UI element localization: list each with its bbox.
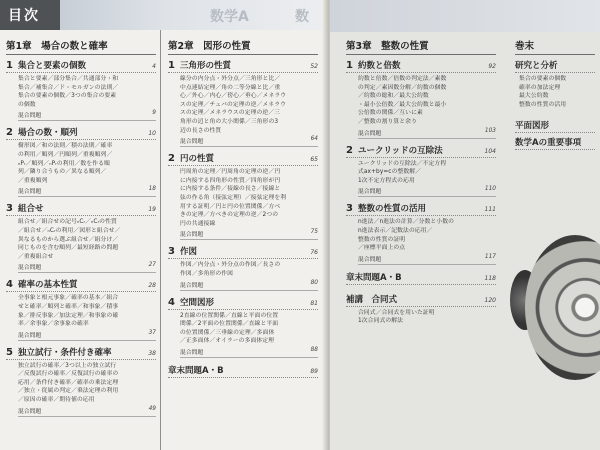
section-title: 集合と要素の個数 — [17, 61, 86, 71]
toc-title: 目次 — [0, 0, 60, 30]
mixed-problems[interactable]: 混合問題 18 — [18, 186, 156, 196]
appendix-item[interactable]: 平面図形 — [515, 119, 595, 133]
chapter-end-problems[interactable]: 章末問題A・B 89 — [168, 365, 318, 376]
right-header-band — [330, 0, 600, 32]
chapter3-column — [346, 38, 496, 326]
supplement-topics: 合同式／合同式を用いた証明 1次合同式の解法 — [358, 309, 435, 325]
mixed-problems[interactable]: 混合問題 80 — [180, 279, 318, 289]
appendix-title: 巻末 — [515, 38, 595, 55]
section-page: 4 — [152, 63, 156, 70]
supplement-congruence[interactable]: 補講 合同式 120 — [346, 294, 496, 305]
appendix-item[interactable]: 数学Aの重要事項 — [515, 136, 595, 150]
mixed-problems[interactable]: 混合問題 117 — [358, 253, 496, 263]
appendix-item[interactable]: 研究と分析 — [515, 59, 595, 73]
chapter3-title: 第3章 整数の性質 — [346, 38, 496, 55]
mixed-problems[interactable]: 混合問題 88 — [180, 346, 318, 356]
band-fragment-1: 数学A — [210, 9, 249, 25]
section-3-1[interactable]: 1 約数と倍数 92 約数と倍数／倍数の判定法／素数 の判定／素因数分解／約数の個数 ／約数の総和／最大公約数 ・最小公倍数／最大公約数と最小 公倍数の関係／互いに素 ／整数の割り算と余り 混合問題 103 — [346, 60, 496, 137]
section-2-4[interactable]: 4 空間図形 81 2直線の位置関係／直線と平面の位置 関係／2平面の位置関係／直線と平面 の位置関係／三垂線の定理／多面体 ／正多面体／オイラーの多面体定理 混合問題 88 — [168, 296, 318, 356]
section-topics: 独立試行の確率／3つ以上の独立試行 ／反復試行の確率／反復試行の確率の 応用／条件付き確率／確率の乗法定理 ／独立・従属の判定／乗法定理の利用 ／原因の確率／期待値の応用 — [18, 362, 119, 404]
section-topics: n進法／n進法の計算／分数と小数の n進法表示／記数法の応用／ 整数の性質の証明 ／座標平面上の点 — [358, 219, 455, 252]
section-topics: 全事象と根元事象／確率の基本／組合 せと確率／順列と確率／和事象／積事 象／排反事象／加法定理／和事象の確 率／余事象／余事象の確率 — [18, 295, 119, 328]
appendix-sublist: 集合の要素の個数 確率の加法定理 最大公約数 整数の性質の活用 — [519, 76, 567, 108]
section-topics: 円周角の定理／円周角の定理の逆／円 に内接する四角形の性質／四角形が円 に内接する条件／接線の長さ／接線と 弦の作る角（接弦定理）／接弦定理を利 用する証明／円と円の位置関係／方べ きの定理／方べきの定理の逆／2つの 円の共通接線 — [180, 169, 287, 227]
section-1-2[interactable]: 2 場合の数・順列 10 樹形図／和の法則／積の法則／確率 の利用／順列／円順列／重複順列／ ₙPᵣ／順列／ₙPᵣの利用／数を作る順 列／隣り合うもの／異なる順列／ ／重複順列 混合問題 18 — [6, 127, 156, 196]
section-number: 1 — [6, 60, 13, 71]
mixed-problems[interactable]: 混合問題 9 — [18, 110, 156, 120]
section-topics: 組合せ／組合せの記号ₙCᵣ／ₙCᵣの性質 ／組合せ／ₙCᵣの利用／図形と組合せ／ 異なるものから選ぶ組合せ／組分け／ 同じものを含む順列／最短経路の問題 ／重複組合せ — [18, 219, 121, 260]
mixed-problems[interactable]: 混合問題 49 — [18, 405, 156, 415]
section-2-1[interactable]: 1 三角形の性質 52 線分の内分点・外分点／三角形と比／ 中点連結定理／角の二等分線と比／重 心／外心／内心／傍心／垂心／メネラウ スの定理／チェバの定理の逆／メネラウ スの定理／メネラウスの定理の逆／三 角形の辺と角の大小関係／三角形の3 辺の長さの性質 混合問題 64 — [168, 60, 318, 146]
chapter2-column — [168, 38, 318, 378]
header-band — [60, 0, 330, 30]
mixed-problems[interactable]: 混合問題 103 — [358, 127, 496, 137]
section-topics: ユークリッドの互除法／不定方程 式ax+by=cの整数解／ 1次不定方程式の応用 — [358, 160, 447, 184]
section-topics: 線分の内分点・外分点／三角形と比／ 中点連結定理／角の二等分線と比／重 心／外心／内心／傍心／垂心／メネラウ スの定理／チェバの定理の逆／メネラウ スの定理／メネラウスの定理の逆／三 角形の辺と角の大小関係／三角形の3 辺の長さの性質 — [180, 76, 287, 134]
section-topics: 約数と倍数／倍数の判定法／素数 の判定／素因数分解／約数の個数 ／約数の総和／最大公約数 ・最小公倍数／最大公約数と最小 公倍数の関係／互いに素 ／整数の割り算と余り — [358, 76, 447, 125]
appendix-column — [515, 38, 595, 150]
chapter1-column — [6, 38, 156, 422]
section-2-2[interactable]: 2 円の性質 65 円周角の定理／円周角の定理の逆／円 に内接する四角形の性質／四角形が円 に内接する条件／接線の長さ／接線と 弦の作る角（接弦定理）／接弦定理を利 用する証明／円と円の位置関係／方べ きの定理／方べきの定理の逆／2つの 円の共通接線 混合問題 75 — [168, 153, 318, 239]
section-3-3[interactable]: 3 整数の性質の活用 111 n進法／n進法の計算／分数と小数の n進法表示／記数法の応用／ 整数の性質の証明 ／座標平面上の点 混合問題 117 — [346, 203, 496, 263]
section-1-4[interactable]: 4 確率の基本性質 28 全事象と根元事象／確率の基本／組合 せと確率／順列と確率／和事象／積事 象／排反事象／加法定理／和事象の確 率／余事象／余事象の確率 混合問題 37 — [6, 279, 156, 339]
mixed-problems[interactable]: 混合問題 110 — [358, 186, 496, 196]
column-divider — [160, 30, 161, 450]
section-1-1[interactable] — [6, 59, 156, 121]
mixed-problems[interactable]: 混合問題 75 — [180, 229, 318, 239]
nautilus-shell-image — [525, 235, 600, 380]
section-topics: 集合と要素／部分集合／共通部分・和 集合／補集合／ド・モルガンの法則／ 集合の要素の個数／3つの集合の要素 の個数 — [18, 76, 119, 108]
section-3-2[interactable]: 2 ユークリッドの互除法 104 ユークリッドの互除法／不定方程 式ax+by=cの整数解／ 1次不定方程式の応用 混合問題 110 — [346, 144, 496, 196]
mixed-problems[interactable]: 混合問題 27 — [18, 262, 156, 272]
section-1-3[interactable]: 3 組合せ 19 組合せ／組合せの記号ₙCᵣ／ₙCᵣの性質 ／組合せ／ₙCᵣの利用／図形と組合せ／ 異なるものから選ぶ組合せ／組分け／ 同じものを含む順列／最短経路の問題 ／重複組合せ 混合問題 27 — [6, 203, 156, 272]
section-1-5[interactable]: 5 独立試行・条件付き確率 38 独立試行の確率／3つ以上の独立試行 ／反復試行の確率／反復試行の確率の 応用／条件付き確率／確率の乗法定理 ／独立・従属の判定／乗法定理の利用 ／原因の確率／期待値の応用 混合問題 49 — [6, 346, 156, 415]
band-fragment-2: 数 — [295, 9, 309, 25]
mixed-problems[interactable]: 混合問題 64 — [180, 136, 318, 146]
section-topics: 作図／内分点・外分点の作図／長さの 作図／多角形の作図 — [180, 262, 281, 277]
chapter1-title: 第1章 場合の数と確率 — [6, 38, 156, 55]
section-topics: 樹形図／和の法則／積の法則／確率 の利用／順列／円順列／重複順列／ ₙPᵣ／順列／ₙPᵣの利用／数を作る順 列／隣り合うもの／異なる順列／ ／重複順列 — [18, 143, 113, 184]
chapter-end-problems[interactable]: 章末問題A・B 118 — [346, 272, 496, 283]
section-2-3[interactable]: 3 作図 76 作図／内分点・外分点の作図／長さの 作図／多角形の作図 混合問題 80 — [168, 246, 318, 289]
right-page — [330, 0, 600, 450]
chapter2-title: 第2章 図形の性質 — [168, 38, 318, 55]
mixed-problems[interactable]: 混合問題 37 — [18, 329, 156, 339]
section-topics: 2直線の位置関係／直線と平面の位置 関係／2平面の位置関係／直線と平面 の位置関係／三垂線の定理／多面体 ／正多面体／オイラーの多面体定理 — [180, 312, 279, 345]
